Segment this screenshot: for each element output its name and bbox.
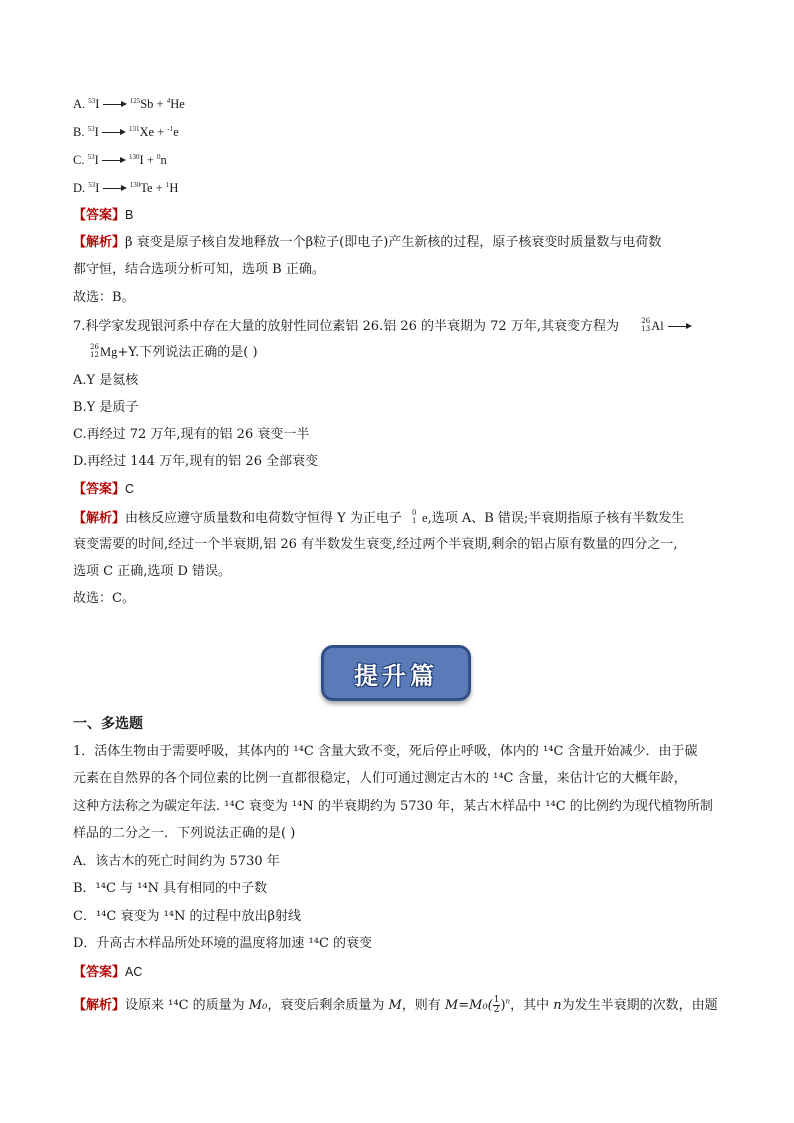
plus-sign: +: [155, 181, 163, 195]
al-26-nuclide: [641, 316, 651, 334]
q1-option-c: C．¹⁴C 衰变为 ¹⁴N 的过程中放出β射线: [73, 909, 302, 924]
mass-number: 0: [412, 508, 417, 517]
analysis-tag: 【解析】: [73, 998, 126, 1013]
mass-number: 4: [166, 96, 171, 105]
mass-number: 53: [87, 152, 95, 161]
reaction-arrow-icon: [103, 101, 127, 109]
q6-option-d: [73, 179, 178, 197]
particle-symbol: He: [170, 97, 185, 111]
q7-stem-line1: [73, 317, 692, 336]
atomic-number: 12: [90, 350, 99, 359]
q1-stem-line2: 元素在自然界的各个同位素的比例一直都很稳定，人们可通过测定古木的 ¹⁴C 含量，来估计它的大概年龄，: [73, 771, 687, 786]
fraction-numerator: 1: [493, 995, 500, 1005]
q7-stem-line2: [90, 343, 258, 362]
product-symbol: Xe: [139, 125, 155, 139]
q7-option-c: C.再经过 72 万年,现有的铝 26 衰变一半: [73, 427, 310, 442]
particle-symbol: e: [422, 511, 428, 525]
reactant-symbol: I: [95, 181, 100, 195]
answer-tag: 【答案】: [73, 482, 126, 497]
q1-option-b: B．¹⁴C 与 ¹⁴N 具有相同的中子数: [73, 881, 268, 896]
mass-number: 53: [88, 180, 96, 189]
analysis-tag: 【解析】: [73, 511, 126, 526]
mass-number: 130: [129, 152, 140, 161]
analysis-tag: 【解析】: [73, 235, 126, 250]
exponent: n: [505, 997, 511, 1006]
mass-number: 1: [165, 180, 170, 189]
remaining-mass-symbol: M: [388, 998, 402, 1013]
option-letter: A.: [73, 97, 86, 111]
q7-analysis-line3: 选项 C 正确,选项 D 错误。: [73, 564, 232, 579]
q6-answer: [73, 206, 133, 225]
reactant-symbol: I: [95, 97, 100, 111]
reaction-arrow-icon: [668, 323, 692, 331]
q6-option-b: [73, 123, 179, 141]
q6-analysis-line2: 都守恒，结合选项分析可知，选项 B 正确。: [73, 262, 325, 277]
product-symbol: Te: [140, 181, 153, 195]
answer-value: AC: [125, 965, 143, 979]
analysis-text: ，其中: [510, 998, 554, 1013]
mass-number: 0: [157, 152, 161, 161]
option-letter: C.: [73, 153, 85, 167]
particle-symbol: e: [173, 125, 179, 139]
q6-analysis-line1: [73, 234, 661, 252]
product-symbol: Sb: [140, 97, 154, 111]
q7-option-a: A.Y 是氦核: [73, 373, 139, 388]
mg-26-nuclide: [90, 342, 100, 360]
analysis-text: ，则有: [401, 998, 445, 1013]
q7-option-b: B.Y 是质子: [73, 400, 139, 415]
answer-value: C: [125, 482, 135, 496]
q7-answer: [73, 480, 134, 499]
particle-symbol: n: [160, 153, 167, 167]
positron-nuclide: [412, 508, 422, 526]
atomic-number: 13: [641, 324, 651, 333]
q6-option-a: [73, 95, 185, 113]
question-text: +Y.下列说法正确的是( ): [117, 345, 258, 360]
reaction-arrow-icon: [102, 129, 126, 137]
particle-symbol: H: [169, 181, 179, 195]
mass-number: 125: [129, 96, 141, 105]
q1-option-a: A．该古木的死亡时间约为 5730 年: [73, 854, 280, 869]
fraction-denominator: 2: [493, 1005, 500, 1015]
element-symbol: Mg: [100, 345, 118, 359]
answer-tag: 【答案】: [73, 965, 126, 980]
q1-option-d: D．升高古木样品所处环境的温度将加速 ¹⁴C 的衰变: [73, 936, 373, 951]
mass-number: 131: [129, 124, 140, 133]
section-banner: [321, 645, 471, 701]
plus-sign: +: [157, 125, 165, 139]
plus-sign: +: [146, 153, 154, 167]
analysis-text: β 衰变是原子核自发地释放一个β粒子(即电子)产生新核的过程，原子核衰变时质量数与电荷数: [125, 235, 662, 250]
analysis-text: 为发生半衰期的次数，由题: [561, 998, 718, 1013]
q1-stem-line1: 1．活体生物由于需要呼吸，其体内的 ¹⁴C 含量大致不变，死后停止呼吸，体内的 ¹⁴C 含量开始减少．由于碳: [73, 744, 698, 759]
answer-value: B: [125, 208, 134, 222]
analysis-text: 设原来 ¹⁴C 的质量为: [125, 998, 249, 1013]
q1-answer: [73, 963, 142, 982]
answer-tag: 【答案】: [73, 208, 126, 223]
q7-analysis-line1: [73, 509, 684, 528]
mass-number: 26: [641, 316, 651, 325]
q1-stem-line3: 这种方法称之为碳定年法. ¹⁴C 衰变为 ¹⁴N 的半衰期约为 5730 年，某古木样品中 ¹⁴C 的比例约为现代植物所制: [73, 799, 713, 814]
product-symbol: I: [139, 153, 144, 167]
analysis-text: 由核反应遵守质量数和电荷数守恒得 Y 为正电子: [125, 511, 402, 526]
element-symbol: Al: [651, 319, 664, 333]
option-letter: D.: [73, 181, 86, 195]
option-letter: B.: [73, 125, 85, 139]
reaction-arrow-icon: [103, 185, 127, 193]
mass-number: 53: [88, 96, 96, 105]
equation-left: M: [444, 998, 459, 1013]
mass-number: 130: [129, 180, 141, 189]
q7-analysis-line2: 衰变需要的时间,经过一个半衰期,铝 26 有半数发生衰变,经过两个半衰期,剩余的铝占原有数量的四分之一,: [73, 537, 678, 552]
plus-sign: +: [156, 97, 164, 111]
reaction-arrow-icon: [102, 157, 126, 165]
mass-number: 26: [90, 342, 99, 351]
q1-analysis-line1: [73, 996, 718, 1015]
mass-number: -1: [167, 124, 174, 133]
mass-number: 53: [87, 124, 95, 133]
initial-mass-symbol: M₀: [248, 998, 268, 1013]
reactant-symbol: I: [94, 153, 99, 167]
equation-right: ): [500, 998, 506, 1013]
q1-stem-line4: 样品的二分之一．下列说法正确的是( ): [73, 826, 296, 841]
variable-n: n: [553, 998, 562, 1013]
reactant-symbol: I: [94, 125, 99, 139]
analysis-text: ,选项 A、B 错误;半衰期指原子核有半数发生: [427, 511, 685, 526]
q7-choose: 故选：C。: [73, 591, 135, 606]
banner-title: 提升篇: [354, 661, 438, 690]
analysis-text: ，衰变后剩余质量为: [267, 998, 389, 1013]
section-title: 一、多选题: [73, 716, 143, 732]
q6-option-c: [73, 151, 167, 169]
question-text: 7.科学家发现银河系中存在大量的放射性同位素铝 26.铝 26 的半衰期为 72 万年,其衰变方程为: [73, 319, 619, 334]
q7-option-d: D.再经过 144 万年,现有的铝 26 全部衰变: [73, 454, 319, 469]
equation-middle: =M₀(: [458, 998, 493, 1013]
atomic-number: 1: [412, 516, 417, 525]
q6-choose: 故选：B。: [73, 290, 135, 305]
